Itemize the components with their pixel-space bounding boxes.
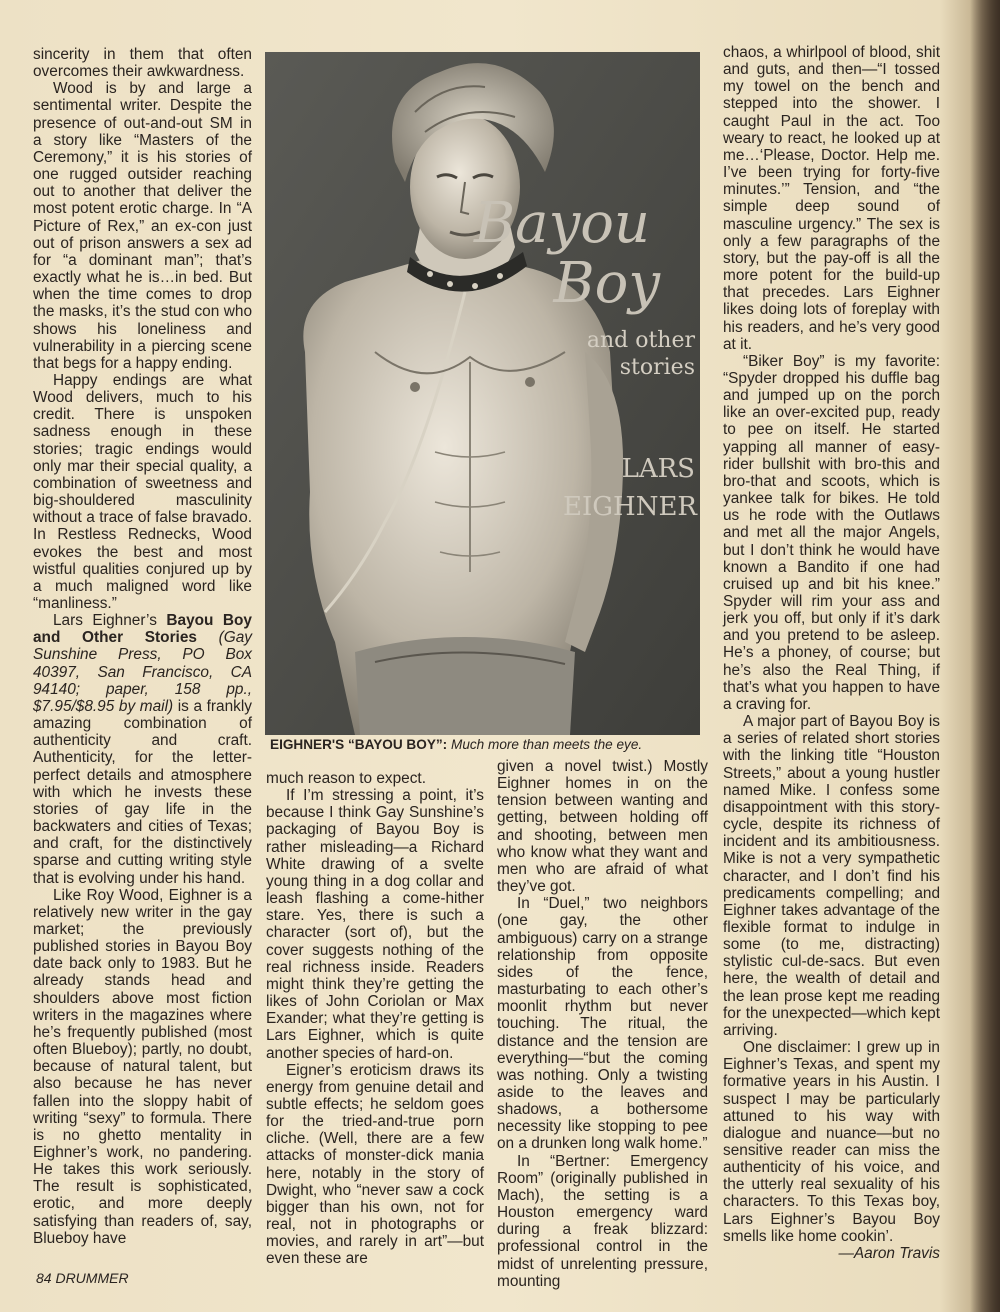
paragraph: In “Bertner: Emergency Room” (originally published in Mach), the setting is a Houston emergency ward during a freak blizzard: professional control in the midst of unrelenting pressure, mounting	[497, 1152, 708, 1290]
article-column-2	[266, 770, 484, 1268]
article-column-4	[723, 44, 940, 1262]
cover-author-line2: EIGHNER	[563, 492, 697, 522]
caption-text: Much more than meets the eye.	[451, 737, 643, 752]
cover-title-line1: Bayou	[474, 191, 650, 256]
book-cover-image	[265, 52, 700, 735]
text-run: is a frankly amazing combination of authenticity and craft. Authenticity, for the letter-perfect details and atmosphere with which he invests these stories of gay life in the backwaters and cities of Texas; and craft, for the distinctively sparse and cutting writing style that is evolving under his hand.	[33, 697, 252, 887]
cover-subtitle-line2: stories	[619, 355, 695, 380]
paragraph: “Biker Boy” is my favorite: “Spyder dropped his duffle bag and jumped up on the porch like an over-excited pup, ready to pee on itself. He started yapping all manner of easy-rider bullshit with bro-this and bro-that and scoots, which is yankee talk for bikes. He told us he rode with the Outlaws and met all the major Angels, but I don’t think he would have known a Bandito if one had cruised up and bit his knee.” Spyder will rim your ass and jerk you off, but only if it’s dark and you pretend to be asleep. He’s a phoney, of course; but he’s also the Real Thing, if that’s what you happen to have a craving for.	[723, 352, 940, 713]
paragraph: chaos, a whirlpool of blood, shit and guts, and then—“I tossed my towel on the bench and stepped into the shower. I caught Paul in the act. Too weary to react, he looked up at me…‘Please, Doctor. Help me. I’ve been trying for forty-five minutes.’” Tension, and “the simple deep sound of masculine urgency.” The sex is only a few paragraphs of the story, but the pay-off is all the more potent for the build-up that precedes. Lars Eighner likes doing lots of foreplay with his readers, and he’s very good at it.	[723, 44, 940, 353]
paragraph-book-review	[33, 612, 252, 887]
paragraph: A major part of Bayou Boy is a series of related short stories with the linking title “Houston Streets,” about a young hustler named Mike. I confess some disappointment with this story-cycle, despite its richness of incident and its ambitiousness. Mike is not a very sympathetic character, and I don’t find his predicaments compelling; and Eighner takes advantage of the flexible format to indulge in some (to me, distracting) stylistic cul-de-sacs. But even here, the wealth of detail and the lean prose kept me reading for the unexpected—which kept arriving.	[723, 713, 940, 1039]
cover-illustration-icon	[265, 52, 700, 735]
image-caption	[270, 736, 710, 753]
page-folio: 84 DRUMMER	[36, 1270, 129, 1286]
cover-subtitle-line1: and other	[586, 328, 695, 353]
article-column-1	[33, 46, 252, 1247]
article-column-3	[497, 758, 708, 1290]
paragraph: Wood is by and large a sentimental writer. Despite the presence of out-and-out SM in a story like “Masters of the Ceremony,” it is his stories of one rugged outsider reaching out to another that deliver the most potent erotic charge. In “A Picture of Rex,” an ex-con just out of prison answers a sex ad for “a dominant man”; that’s exactly what he is…in bed. But when the time comes to drop the masks, it’s the stud con who shows his loneliness and vulnerability in a piercing scene that begs for a happy ending.	[33, 80, 252, 372]
paragraph: In “Duel,” two neighbors (one gay, the other ambiguous) carry on a strange relationship from opposite sides of the fence, masturbating to each other’s moonlit rhythm but never touching. The ritual, the distance and the tension are everything—“but the coming was nothing. Only a twisting aside to the leaves and shadows, a bothersome necessity like stopping to pee on a drunken long walk home.”	[497, 895, 708, 1153]
paragraph: given a novel twist.) Mostly Eighner homes in on the tension between wanting and getting, between holding off and shooting, between men who know what they want and men who are afraid of what they’ve got.	[497, 758, 708, 896]
paragraph: Happy endings are what Wood delivers, much to his credit. There is unspoken sadness enough in these stories; tragic endings would only mar their special quality, a combination of sweetness and big-shouldered masculinity without a trace of false bravado. In Restless Rednecks, Wood evokes the best and most wistful qualities conjured up by a much maligned word like “manliness.”	[33, 371, 252, 612]
paragraph: If I’m stressing a point, it’s because I think Gay Sunshine’s packaging of Bayou Boy is rather misleading—a Richard White drawing of a svelte young thing in a dog collar and leash flashing a come-hither stare. Yes, there is such a character (sort of), but the cover suggests nothing of the real richness inside. Readers might think they’re getting the likes of John Coriolan or Max Exander; what they’re getting is Lars Eighner, which is quite another species of hard-on.	[266, 787, 484, 1062]
text-run: Lars Eighner’s	[53, 612, 167, 630]
paragraph: Eigner’s eroticism draws its energy from genuine detail and subtle effects; he seldom goes for the tried-and-true porn cliche. (Well, there are a few attacks of monster-dick mania here, notably in the story of Dwight, who “never saw a cock bigger than his own, not for real, not in photographs or movies, and rarely in art”—but even these are	[266, 1061, 484, 1268]
paragraph: One disclaimer: I grew up in Eighner’s Texas, and spent my formative years in his Austin. I suspect I may be particularly attuned to his way with dialogue and nuance—but no sensitive reader can miss the authenticity of his voice, and the utterly real sexuality of his characters. To this Texas boy, Lars Eighner’s Bayou Boy smells like home cookin’.	[723, 1039, 940, 1245]
book-title: Bayou Boy and Other Stories	[33, 612, 252, 647]
paragraph: sincerity in them that often overcomes their awkwardness.	[33, 46, 252, 81]
cover-title-line2: Boy	[553, 251, 660, 316]
cover-author-line1: LARS	[621, 454, 695, 484]
paragraph: Like Roy Wood, Eighner is a relatively new writer in the gay market; the previously published stories in Bayou Boy date back only to 1983. But he already stands head and shoulders above most fiction writers in the magazines where he’s frequently published (most often Blueboy); partly, no doubt, because of natural talent, but also because he has never fallen into the sloppy habit of writing “sexy” to formula. There is no ghetto mentality in Eighner’s work, no pandering. He takes this work seriously. The result is sophisticated, erotic, and more deeply satisfying than readers of, say, Blueboy have	[33, 886, 252, 1247]
paragraph: much reason to expect.	[266, 770, 426, 787]
page-binding-shadow	[970, 0, 1000, 1312]
caption-label: EIGHNER'S “BAYOU BOY”:	[270, 737, 448, 752]
publisher-info: (Gay Sunshine Press, PO Box 40397, San Francisco, CA 94140; paper, 158 pp., $7.95/$8.95 by mail)	[33, 629, 252, 715]
author-signature: —Aaron Travis	[838, 1244, 940, 1262]
